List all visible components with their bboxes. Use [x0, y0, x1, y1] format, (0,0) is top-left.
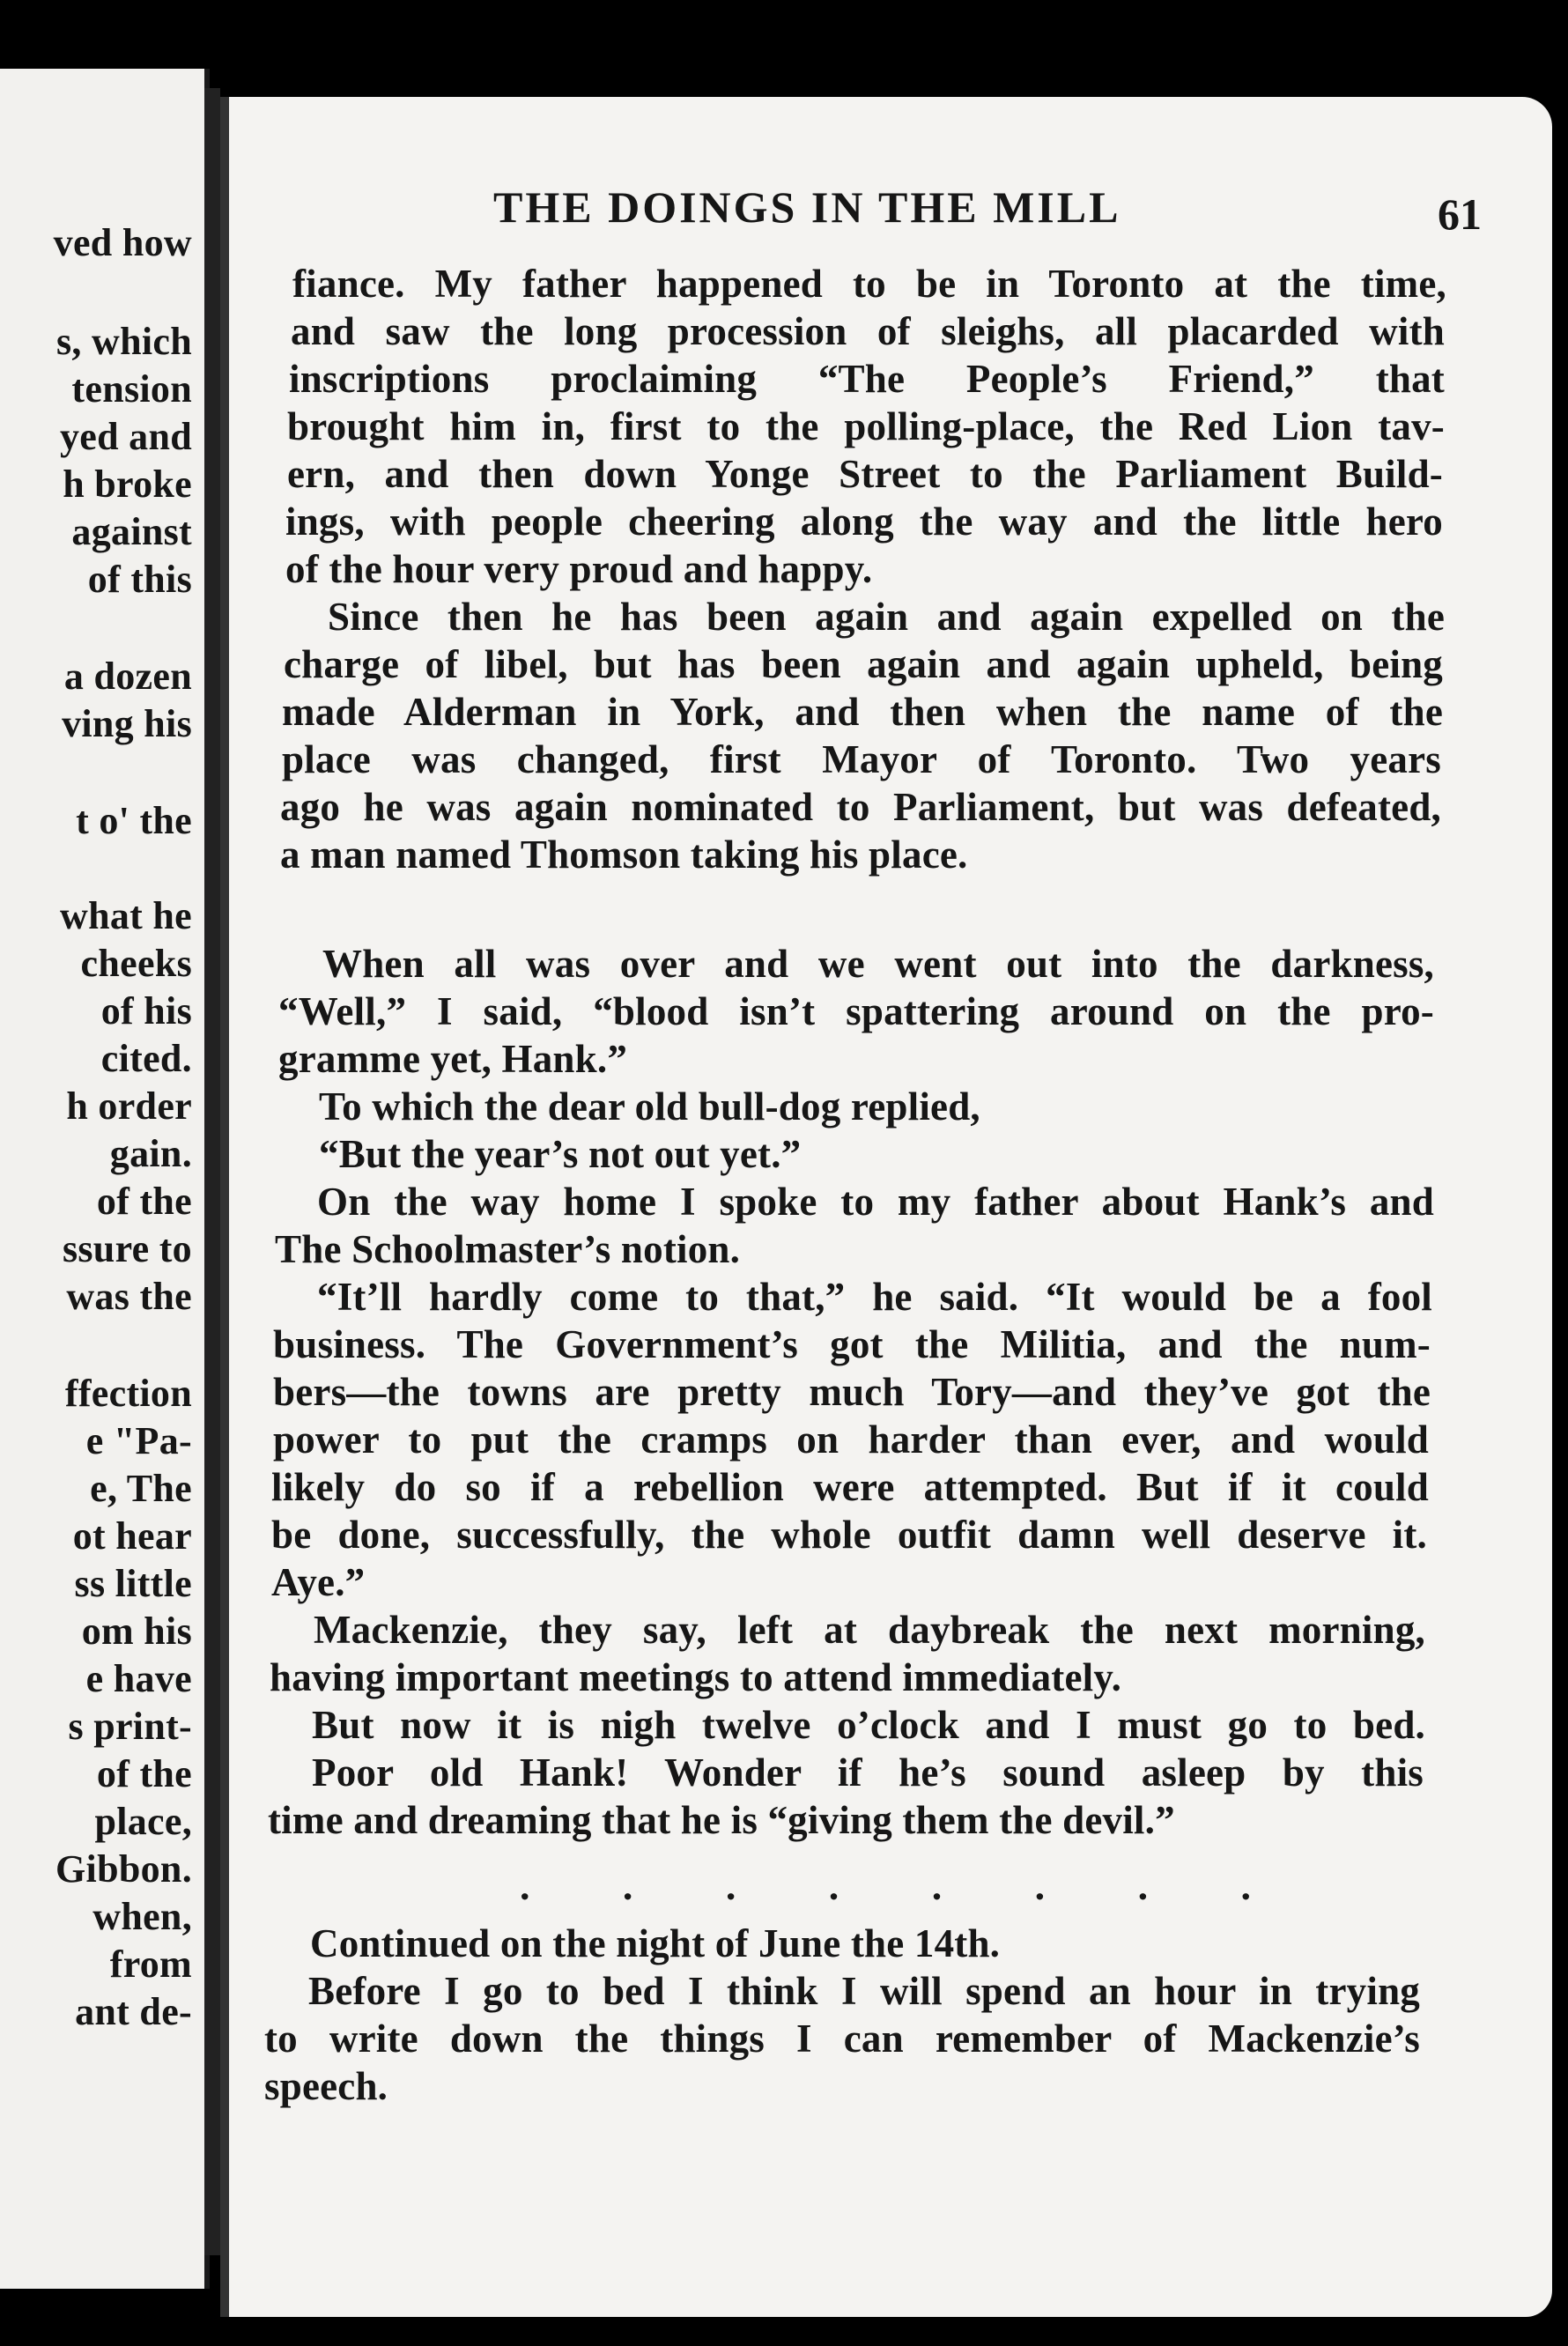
page-header	[493, 181, 1517, 243]
text-line: The Schoolmaster’s notion.	[275, 1227, 741, 1271]
text-line: charge of libel, but has been again and again upheld, being	[284, 642, 1443, 686]
text-line: gramme yet, Hank.”	[278, 1037, 628, 1081]
text-fragment: cheeks	[80, 942, 192, 985]
text-line: Before I go to bed I think I will spend an hour in trying	[308, 1969, 1420, 2013]
text-line: Aye.”	[271, 1560, 366, 1604]
text-fragment: ffection	[64, 1372, 192, 1415]
text-line: Poor old Hank! Wonder if he’s sound asleep by this	[312, 1750, 1424, 1795]
text-fragment: ved how	[53, 221, 192, 264]
text-fragment: om his	[81, 1610, 192, 1653]
text-fragment: a dozen	[63, 655, 192, 698]
text-line: Mackenzie, they say, left at daybreak the next morning,	[314, 1608, 1425, 1652]
text-line: made Alderman in York, and then when the name of the	[282, 690, 1443, 734]
text-line: But now it is nigh twelve o’clock and I must go to bed.	[312, 1703, 1425, 1747]
text-fragment: when,	[92, 1895, 192, 1938]
text-line: bers—the towns are pretty much Tory—and they’ve got the	[273, 1370, 1431, 1414]
text-fragment: ving his	[62, 702, 192, 745]
text-fragment: of the	[96, 1752, 192, 1795]
text-line: “But the year’s not out yet.”	[319, 1132, 802, 1176]
text-line: ern, and then down Yonge Street to the Parliament Build-	[287, 452, 1443, 496]
text-fragment: ot hear	[72, 1514, 192, 1558]
text-line: Continued on the night of June the 14th.	[310, 1921, 1001, 1965]
text-fragment: Gibbon.	[55, 1847, 192, 1891]
text-fragment: what he	[60, 894, 192, 937]
text-fragment: h order	[66, 1084, 192, 1128]
text-line: time and dreaming that he is “giving them the devil.”	[268, 1798, 1175, 1842]
text-fragment: place,	[94, 1800, 192, 1843]
text-line: Since then he has been again and again expelled on the	[328, 595, 1445, 639]
facing-page-fragment	[0, 69, 210, 2289]
text-line: likely do so if a rebellion were attempted. But if it could	[271, 1465, 1429, 1509]
text-fragment: of this	[87, 558, 192, 601]
text-line: fiance. My father happened to be in Toronto at the time,	[292, 262, 1446, 306]
text-fragment: e "Pa-	[85, 1419, 192, 1462]
section-break-dots: . . . . . . . .	[520, 1863, 1251, 1908]
page-number: 61	[1438, 189, 1482, 239]
text-line: brought him in, first to the polling-place, the Red Lion tav-	[287, 404, 1445, 448]
text-fragment: ant de-	[75, 1990, 192, 2033]
text-line: “It’ll hardly come to that,” he said. “It would be a fool	[317, 1275, 1432, 1319]
text-fragment: e have	[85, 1657, 192, 1700]
book-gutter	[204, 88, 220, 2255]
text-line: “Well,” I said, “blood isn’t spattering around on the pro-	[278, 989, 1434, 1033]
text-line: inscriptions proclaiming “The People’s Friend,” that	[289, 357, 1445, 401]
text-fragment: was the	[66, 1275, 192, 1318]
text-line: ago he was again nominated to Parliament, but was defeated,	[280, 785, 1441, 829]
text-fragment: of the	[96, 1180, 192, 1223]
text-line: On the way home I spoke to my father about Hank’s and	[317, 1180, 1434, 1224]
text-fragment: e, The	[90, 1467, 192, 1510]
text-line: to write down the things I can remember of Mackenzie’s	[264, 2017, 1420, 2061]
text-line: a man named Thomson taking his place.	[280, 833, 968, 877]
text-fragment: ssure to	[62, 1227, 192, 1270]
text-line: having important meetings to attend immediately.	[270, 1655, 1122, 1699]
text-fragment: from	[109, 1943, 192, 1986]
text-line: ings, with people cheering along the way and the little hero	[285, 500, 1443, 544]
text-fragment: cited.	[100, 1037, 192, 1080]
text-line: business. The Government’s got the Militia, and the num-	[273, 1322, 1431, 1366]
text-fragment: yed and	[59, 415, 192, 458]
text-line: When all was over and we went out into the darkness,	[322, 942, 1434, 986]
text-line: be done, successfully, the whole outfit damn well deserve it.	[271, 1513, 1427, 1557]
text-line: of the hour very proud and happy.	[285, 547, 873, 591]
text-fragment: h broke	[63, 463, 192, 506]
text-fragment: ss little	[74, 1562, 192, 1605]
running-title: THE DOINGS IN THE MILL	[493, 182, 1121, 232]
text-fragment: s, which	[56, 320, 192, 363]
text-fragment: tension	[71, 367, 192, 411]
book-page	[220, 97, 1552, 2317]
text-line: power to put the cramps on harder than ever, and would	[273, 1417, 1429, 1462]
text-line: speech.	[264, 2064, 388, 2108]
text-fragment: of his	[100, 989, 192, 1032]
text-fragment: t o' the	[76, 799, 192, 842]
text-line: and saw the long procession of sleighs, all placarded with	[291, 309, 1445, 353]
text-line: place was changed, first Mayor of Toronto. Two years	[282, 737, 1441, 781]
text-fragment: gain.	[109, 1132, 192, 1175]
text-line: To which the dear old bull-dog replied,	[319, 1084, 980, 1129]
text-fragment: against	[71, 510, 192, 553]
text-fragment: s print-	[68, 1705, 192, 1748]
